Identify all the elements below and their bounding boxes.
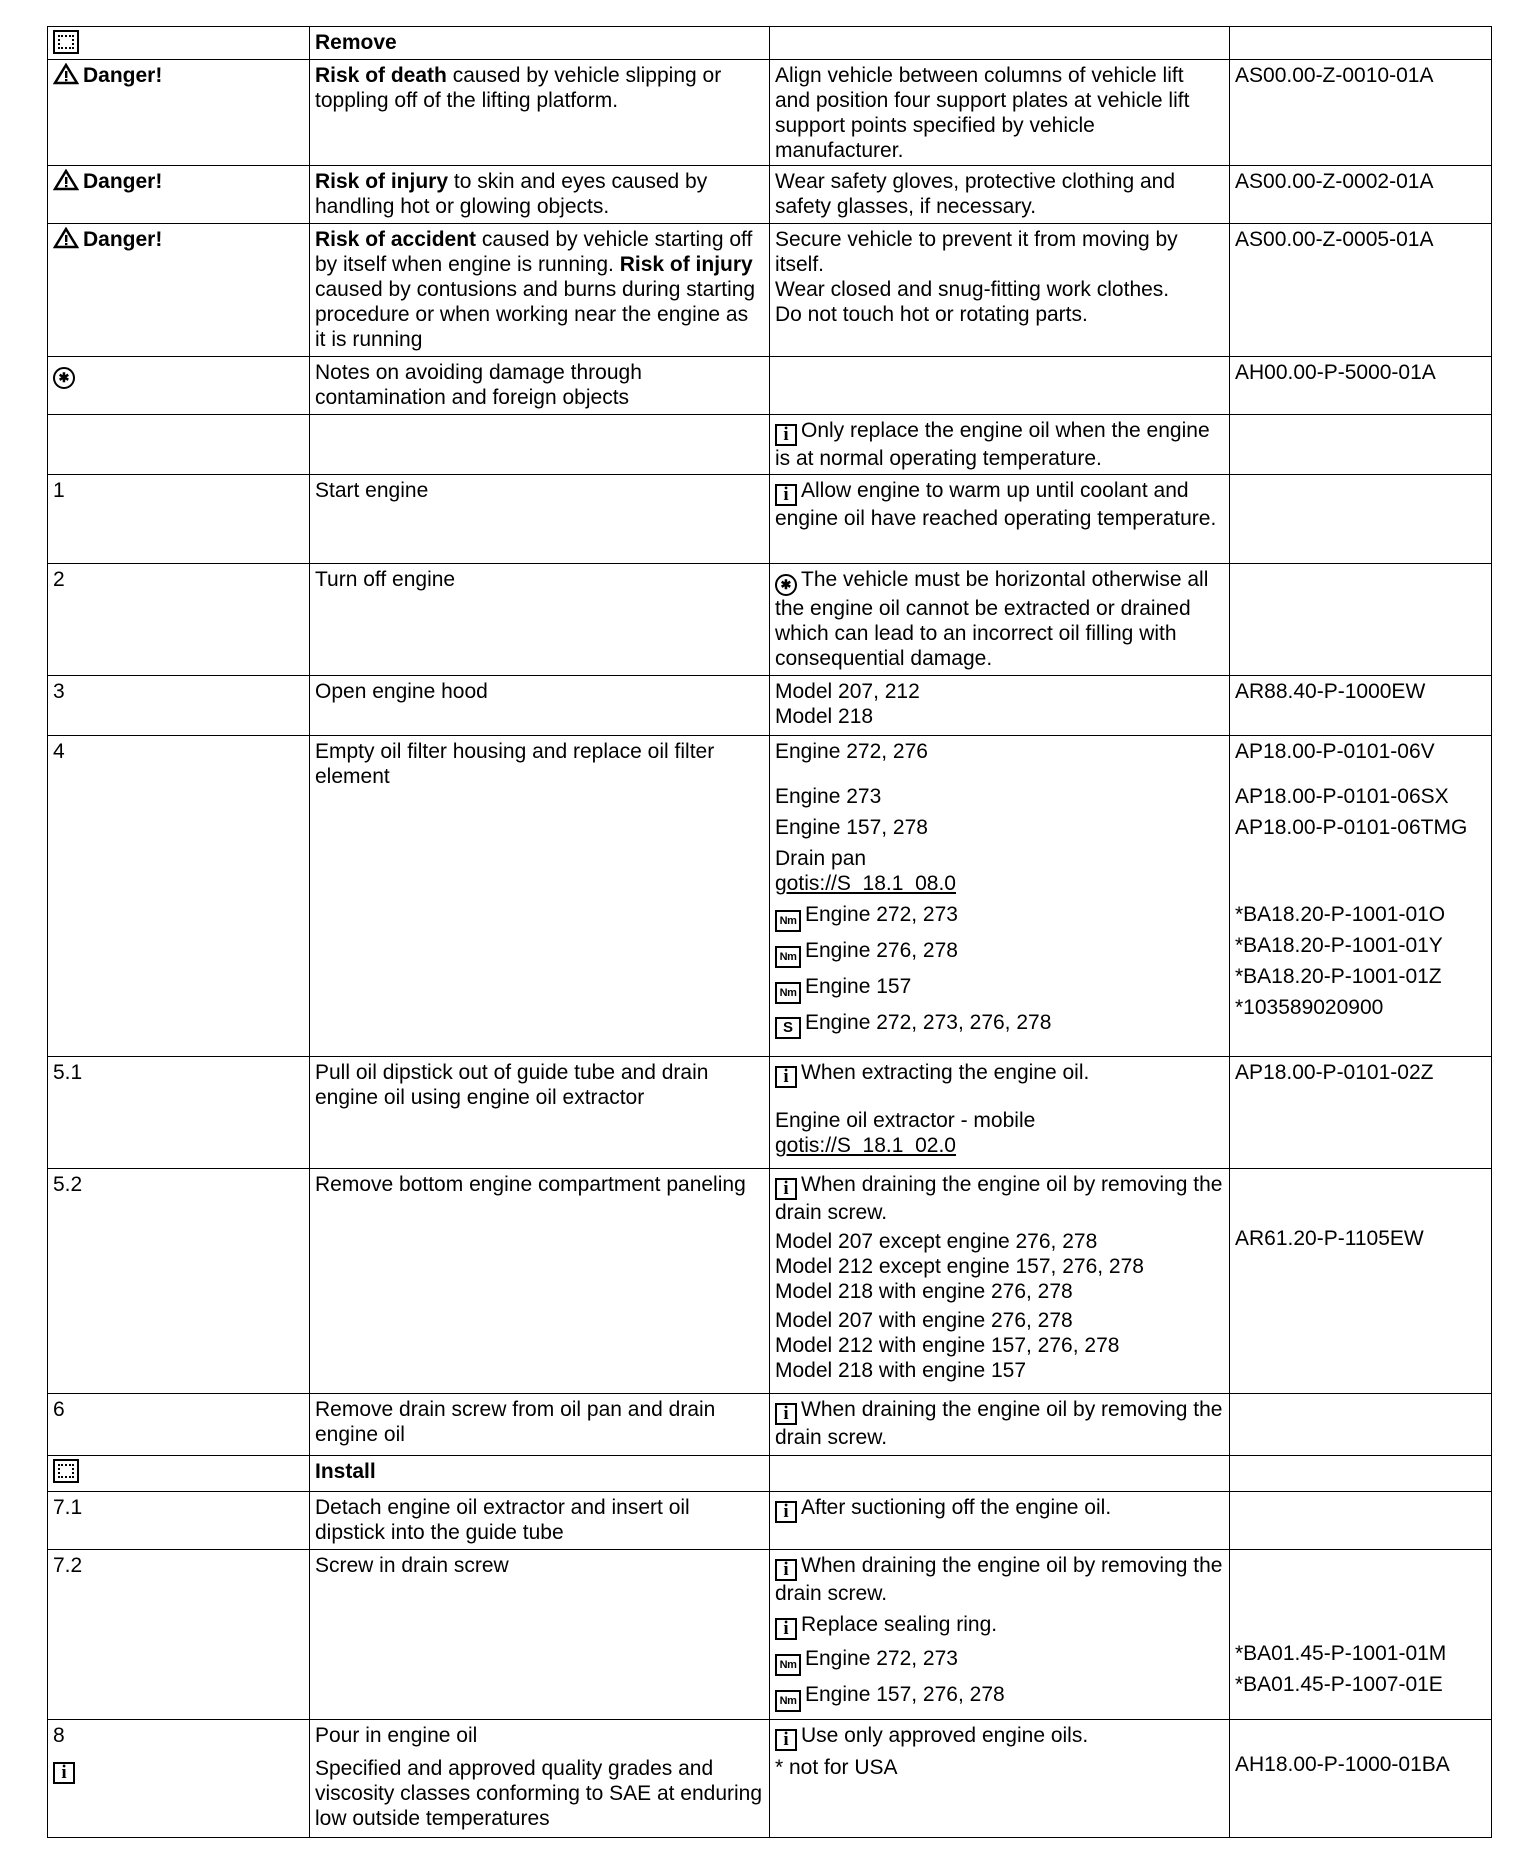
- tool-name: Drain pan: [775, 847, 867, 870]
- env-note-ref: AH00.00-P-5000-01A: [1230, 357, 1492, 415]
- environment-icon: ✱: [53, 367, 75, 389]
- ref-code: AP18.00-P-0101-06SX: [1235, 785, 1449, 808]
- step-row: [48, 1057, 1492, 1169]
- step-ref: AH18.00-P-1000-01BA: [1235, 1753, 1450, 1776]
- info-icon: i: [775, 1559, 797, 1581]
- step-row: [48, 564, 1492, 676]
- step-number: 8: [53, 1724, 65, 1747]
- step-number: 6: [48, 1394, 310, 1456]
- procedure-table: [47, 26, 1492, 1838]
- special-tool-icon: S: [775, 1017, 801, 1039]
- info-text: Replace sealing ring.: [801, 1613, 998, 1636]
- info-row: [48, 415, 1492, 475]
- ref-code: *BA18.20-P-1001-01O: [1235, 903, 1446, 926]
- tool-name: Engine oil extractor - mobile: [775, 1109, 1036, 1132]
- info-text: When draining the engine oil by removing the drain screw.: [775, 1173, 1223, 1224]
- step-text: Pour in engine oil: [315, 1724, 478, 1747]
- torque-nm-icon: Nm: [775, 982, 801, 1004]
- step-number: 7.1: [48, 1492, 310, 1550]
- model-item: Model 207, 212: [775, 680, 920, 703]
- info-text: After suctioning off the engine oil.: [801, 1496, 1112, 1519]
- engine-item: Engine 157, 278: [775, 816, 928, 839]
- danger-ref: AS00.00-Z-0002-01A: [1230, 166, 1492, 224]
- risk-text: caused by contusions and burns during starting procedure or when working near the engine as it is running: [315, 278, 756, 351]
- model-item: Model 212 except engine 157, 276, 278: [775, 1255, 1144, 1278]
- step-text: Empty oil filter housing and replace oil filter element: [310, 736, 770, 1057]
- step-text: Screw in drain screw: [310, 1550, 770, 1720]
- torque-item: Engine 157: [805, 975, 912, 998]
- model-item: Model 218 with engine 157: [775, 1359, 1027, 1382]
- warning-triangle-icon: [53, 169, 79, 191]
- info-text: When draining the engine oil by removing the drain screw.: [775, 1398, 1223, 1449]
- step-ref: AR88.40-P-1000EW: [1230, 676, 1492, 736]
- step-text: Remove drain screw from oil pan and drain engine oil: [310, 1394, 770, 1456]
- ref-code: *103589020900: [1235, 996, 1384, 1019]
- engine-item: Engine 273: [775, 785, 882, 808]
- model-item: Model 207 except engine 276, 278: [775, 1230, 1098, 1253]
- torque-item: Engine 272, 273: [805, 903, 958, 926]
- step-ref: AP18.00-P-0101-02Z: [1230, 1057, 1492, 1169]
- ref-code: *BA01.45-P-1001-01M: [1235, 1642, 1447, 1665]
- section-title: Install: [310, 1456, 770, 1492]
- step-row: [48, 475, 1492, 564]
- step-number: 7.2: [48, 1550, 310, 1720]
- info-icon: i: [775, 484, 797, 506]
- torque-item: Engine 272, 273: [805, 1647, 958, 1670]
- risk-title: Risk of accident: [315, 228, 477, 251]
- torque-nm-icon: Nm: [775, 910, 801, 932]
- info-text: Only replace the engine oil when the engine is at normal operating temperature.: [775, 419, 1210, 470]
- env-note-row: [48, 357, 1492, 415]
- danger-action: Wear closed and snug-fitting work clothes.: [775, 278, 1170, 301]
- info-icon: i: [775, 1729, 797, 1751]
- step-number: 3: [48, 676, 310, 736]
- danger-label: Danger!: [83, 228, 163, 251]
- danger-ref: AS00.00-Z-0005-01A: [1230, 224, 1492, 357]
- risk-text: caused by vehicle slipping or toppling off of the lifting platform.: [315, 64, 722, 112]
- model-item: Model 218: [775, 705, 874, 728]
- step-row: [48, 676, 1492, 736]
- info-text: When draining the engine oil by removing the drain screw.: [775, 1554, 1223, 1605]
- info-text: When extracting the engine oil.: [801, 1061, 1090, 1084]
- info-icon: i: [775, 1178, 797, 1200]
- section-title: Remove: [310, 27, 770, 60]
- danger-action: Secure vehicle to prevent it from moving by itself.: [775, 228, 1178, 276]
- model-item: Model 212 with engine 157, 276, 278: [775, 1334, 1120, 1357]
- danger-row: [48, 60, 1492, 166]
- info-icon: i: [53, 1762, 75, 1784]
- danger-label: Danger!: [83, 170, 163, 193]
- info-icon: i: [775, 1618, 797, 1640]
- danger-row: [48, 224, 1492, 357]
- info-text: Allow engine to warm up until coolant and engine oil have reached operating temperature.: [775, 479, 1217, 530]
- danger-row: [48, 166, 1492, 224]
- footnote-text: * not for USA: [775, 1756, 898, 1779]
- info-text: The vehicle must be horizontal otherwise all the engine oil cannot be extracted or drained which can lead to an incorrect oil filling with consequential damage.: [775, 568, 1209, 670]
- section-icon: [53, 1459, 79, 1483]
- torque-item: Engine 157, 276, 278: [805, 1683, 1005, 1706]
- step-number: 2: [48, 564, 310, 676]
- torque-nm-icon: Nm: [775, 1690, 801, 1712]
- step-row: [48, 1720, 1492, 1838]
- step-row: [48, 1169, 1492, 1394]
- step-ref: AR61.20-P-1105EW: [1235, 1227, 1424, 1250]
- risk-text: caused by vehicle starting off by itself when engine is running.: [315, 228, 753, 276]
- step-row: [48, 1550, 1492, 1720]
- step-text: Pull oil dipstick out of guide tube and drain engine oil using engine oil extractor: [310, 1057, 770, 1169]
- warning-triangle-icon: [53, 227, 79, 249]
- step-row: [48, 736, 1492, 1057]
- gotis-link[interactable]: gotis://S_18.1_02.0: [775, 1134, 956, 1157]
- step-text: Start engine: [310, 475, 770, 564]
- danger-action: Align vehicle between columns of vehicle lift and position four support plates at vehicle lift support points specified by vehicle manufacturer.: [770, 60, 1230, 166]
- risk-title: Risk of injury: [315, 170, 449, 193]
- step-text: Open engine hood: [310, 676, 770, 736]
- torque-nm-icon: Nm: [775, 1654, 801, 1676]
- risk-title: Risk of death: [315, 64, 447, 87]
- info-text: Use only approved engine oils.: [801, 1724, 1089, 1747]
- info-icon: i: [775, 1501, 797, 1523]
- ref-code: *BA18.20-P-1001-01Z: [1235, 965, 1442, 988]
- torque-item: Engine 276, 278: [805, 939, 958, 962]
- tool-item: Engine 272, 273, 276, 278: [805, 1011, 1052, 1034]
- step-row: [48, 1394, 1492, 1456]
- ref-code: AP18.00-P-0101-06V: [1235, 740, 1435, 763]
- model-item: Model 218 with engine 276, 278: [775, 1280, 1073, 1303]
- ref-code: *BA01.45-P-1007-01E: [1235, 1673, 1443, 1696]
- step-number: 1: [48, 475, 310, 564]
- warning-triangle-icon: [53, 63, 79, 85]
- danger-action: Do not touch hot or rotating parts.: [775, 303, 1088, 326]
- section-row-remove: [48, 27, 1492, 60]
- section-icon: [53, 30, 79, 54]
- danger-ref: AS00.00-Z-0010-01A: [1230, 60, 1492, 166]
- step-number: 5.1: [48, 1057, 310, 1169]
- step-number: 4: [48, 736, 310, 1057]
- ref-code: *BA18.20-P-1001-01Y: [1235, 934, 1443, 957]
- step-number: 5.2: [48, 1169, 310, 1394]
- info-icon: i: [775, 424, 797, 446]
- step-row: [48, 1492, 1492, 1550]
- gotis-link[interactable]: gotis://S_18.1_08.0: [775, 872, 956, 895]
- engine-item: Engine 272, 276: [775, 740, 928, 763]
- step-text: Remove bottom engine compartment paneling: [310, 1169, 770, 1394]
- ref-code: AP18.00-P-0101-06TMG: [1235, 816, 1468, 839]
- info-icon: i: [775, 1066, 797, 1088]
- danger-label: Danger!: [83, 64, 163, 87]
- danger-action: Wear safety gloves, protective clothing and safety glasses, if necessary.: [770, 166, 1230, 224]
- info-icon: i: [775, 1403, 797, 1425]
- risk-text: to skin and eyes caused by handling hot or glowing objects.: [315, 170, 708, 218]
- environment-icon: ✱: [775, 574, 797, 596]
- torque-nm-icon: Nm: [775, 946, 801, 968]
- env-note-text: Notes on avoiding damage through contamination and foreign objects: [310, 357, 770, 415]
- section-row-install: [48, 1456, 1492, 1492]
- spec-text: Specified and approved quality grades and viscosity classes conforming to SAE at enduring low outside temperatures: [315, 1757, 763, 1830]
- risk-title: Risk of injury: [619, 253, 753, 276]
- step-text: Detach engine oil extractor and insert oil dipstick into the guide tube: [310, 1492, 770, 1550]
- model-item: Model 207 with engine 276, 278: [775, 1309, 1073, 1332]
- step-text: Turn off engine: [310, 564, 770, 676]
